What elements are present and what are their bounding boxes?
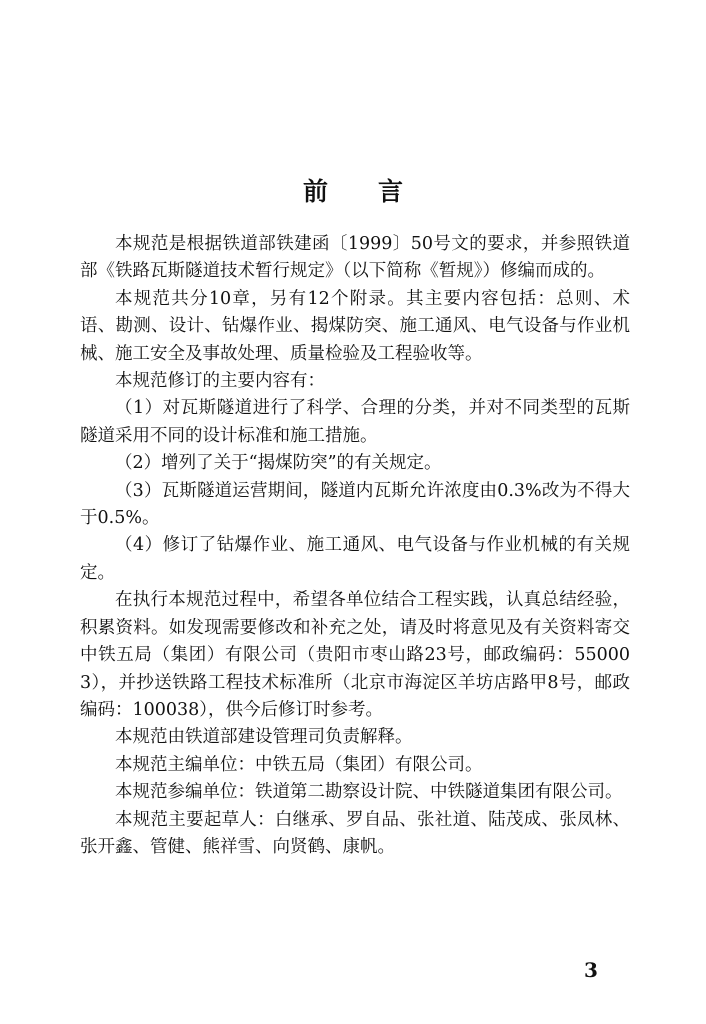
- page-number: 3: [584, 958, 598, 982]
- paragraph-basis: 本规范是根据铁道部铁建函〔1999〕50号文的要求，并参照铁道部《铁路瓦斯隧道技术暂行规定》（以下简称《暂规》）修编而成的。: [80, 234, 630, 282]
- paragraph-feedback: 在执行本规范过程中，希望各单位结合工程实践，认真总结经验，积累资料。如发现需要修改和补充之处，请及时将意见及有关资料寄交中铁五局（集团）有限公司（贵阳市枣山路23号，邮政编码：550003），并抄送铁路工程技术标准所（北京市海淀区羊坊店路甲8号，邮政编码：100038），供今后修订时参考。: [80, 590, 630, 720]
- paragraph-revision-item-1: （1）对瓦斯隧道进行了科学、合理的分类，并对不同类型的瓦斯隧道采用不同的设计标准和施工措施。: [80, 398, 630, 446]
- page-title: 前言: [302, 177, 453, 206]
- paragraph-revision-item-2: （2）增列了关于“揭煤防突”的有关规定。: [115, 453, 442, 474]
- paragraph-contents: 本规范共分10章，另有12个附录。其主要内容包括：总则、术语、勘测、设计、钻爆作业、揭煤防突、施工通风、电气设备与作业机械、施工安全及事故处理、质量检验及工程验收等。: [80, 288, 630, 364]
- paragraph-chief-editor: 本规范主编单位：中铁五局（集团）有限公司。: [115, 754, 483, 775]
- paragraph-drafters: 本规范主要起草人：白继承、罗自品、张社道、陆茂成、张凤林、张开鑫、管健、熊祥雪、向贤鹤、康帆。: [80, 809, 630, 857]
- paragraph-co-editors: 本规范参编单位：铁道第二勘察设计院、中铁隧道集团有限公司。: [115, 782, 623, 803]
- paragraph-revision-intro: 本规范修订的主要内容有：: [115, 371, 325, 392]
- paragraph-revision-item-3: （3）瓦斯隧道运营期间，隧道内瓦斯允许浓度由0.3%改为不得大于0.5%。: [80, 480, 630, 529]
- body-text: [80, 231, 630, 861]
- paragraph-revision-item-4: （4）修订了钻爆作业、施工通风、电气设备与作业机械的有关规定。: [80, 535, 630, 583]
- paragraph-interpretation: 本规范由铁道部建设管理司负责解释。: [115, 727, 413, 748]
